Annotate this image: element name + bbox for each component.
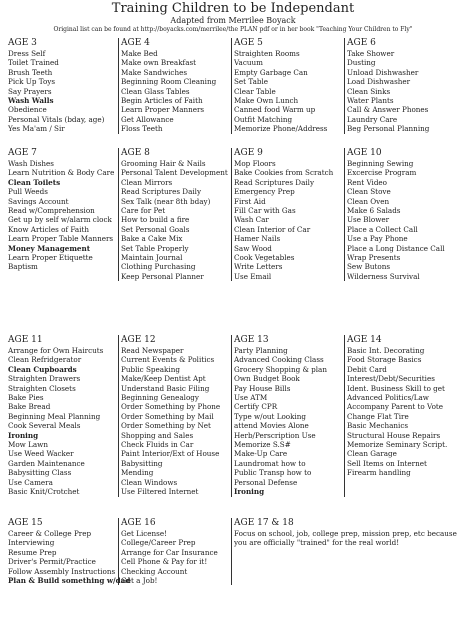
skill-item: Paint Interior/Ext of House [121, 449, 220, 459]
skill-item: Babysitting Class [8, 468, 72, 478]
skill-item: Party Planning [234, 346, 288, 355]
skill-item: Bake a Cake Mix [121, 234, 183, 244]
skill-item: Use a Pay Phone [347, 234, 408, 244]
skill-item: Baptism [8, 262, 38, 272]
age-column [6, 148, 119, 281]
skill-item: Type w/out Looking [234, 411, 307, 421]
skill-item: Arrange for Car Insurance [121, 547, 218, 557]
skill-item: Set Table [234, 77, 269, 87]
skill-item: Follow Assembly Instructions [8, 566, 116, 576]
skill-item: Read Newspaper [121, 346, 184, 355]
age-heading: AGE 11 [8, 335, 43, 345]
age-column [232, 518, 466, 585]
skill-item: Order Something by Net [121, 421, 211, 431]
skill-item: Clean Windows [121, 477, 178, 487]
skill-item: Own Budget Book [234, 374, 300, 384]
age-row [6, 518, 466, 585]
skill-item: Clean Garage [347, 449, 397, 459]
skill-item: Interviewing [8, 538, 55, 548]
skill-item: Load Dishwasher [347, 77, 411, 87]
skill-item: Use Camera [8, 477, 53, 487]
skill-item: Maintain Journal [121, 253, 183, 263]
skill-item: Make Sandwiches [121, 67, 188, 77]
skill-item: Interest/Debt/Securities [347, 374, 435, 384]
page-title: Training Children to be Independant [111, 1, 355, 16]
skill-item: Write Letters [234, 262, 283, 272]
skill-item: Clean Sinks [347, 86, 391, 96]
skill-item: Use Weed Wacker [8, 449, 74, 459]
skill-item: Shopping and Sales [121, 430, 194, 440]
age-heading: AGE 4 [121, 38, 150, 48]
skill-item: Care for Pet [121, 206, 166, 216]
skill-item: Public Speaking [121, 364, 180, 374]
skill-item: Accompany Parent to Vote [347, 402, 444, 412]
skill-item: Use Email [234, 271, 272, 281]
skill-item: Outfit Matching [234, 114, 293, 124]
skill-item: Make Bed [121, 49, 158, 58]
skill-item: Public Transp how to [234, 468, 312, 478]
skill-item: Keep Personal Planner [121, 271, 204, 281]
skill-item: Wash Walls [8, 96, 54, 106]
age-heading: AGE 8 [121, 148, 150, 158]
age-heading: AGE 7 [8, 148, 37, 158]
skill-item: Use Filtered Internet [121, 487, 199, 497]
age-heading: AGE 9 [234, 148, 263, 158]
skill-item: Certify CPR [234, 402, 278, 412]
age-heading: AGE 5 [234, 38, 263, 48]
skill-item: Learn Proper Etiquette [8, 253, 93, 263]
skill-item: Change Flat Tire [347, 411, 409, 421]
skill-item: Place a Collect Call [347, 224, 418, 234]
skill-item: Beginning Meal Planning [8, 411, 101, 421]
skill-item: Get Allowance [121, 114, 174, 124]
age-heading: AGE 12 [121, 335, 156, 345]
skill-item: Clothing Purchasing [121, 262, 196, 272]
skill-item: Wash Dishes [8, 159, 54, 168]
age-heading: AGE 15 [8, 518, 43, 528]
skill-item: Rent Video [347, 177, 388, 187]
skill-item: Clean Mirrors [121, 177, 173, 187]
age-heading: AGE 3 [8, 38, 37, 48]
skill-item: Vacuum [234, 58, 263, 68]
skill-item: Sell Items on Internet [347, 458, 427, 468]
skill-item: Use ATM [234, 393, 268, 403]
skill-item: Straighten Closets [8, 383, 76, 393]
skill-item: Know Articles of Faith [8, 224, 89, 234]
age-column [232, 38, 345, 134]
age-column [119, 148, 232, 281]
skill-item: Canned food Warm up [234, 105, 316, 115]
skill-item: Begin Articles of Faith [121, 96, 203, 106]
skill-item: Sew Butons [347, 262, 391, 272]
age-column [6, 518, 131, 586]
skill-item: Get a Job! [121, 576, 158, 586]
skill-item: Clean Glass Tables [121, 86, 190, 96]
skill-item: Excercise Program [347, 168, 417, 178]
skill-item: First Aid [234, 196, 266, 206]
skill-item: College/Career Prep [121, 538, 196, 548]
age-heading: AGE 10 [347, 148, 382, 158]
skill-item: Babysitting [121, 458, 163, 468]
age-heading: AGE 17 & 18 [234, 518, 294, 528]
skill-item: Career & College Prep [8, 529, 92, 538]
skill-item: Read Scriptures Daily [234, 177, 315, 187]
age-row [6, 148, 466, 281]
skill-item: Driver's Permit/Practice [8, 557, 96, 567]
skill-item: Bake Pies [8, 393, 44, 403]
skill-item: Wash Car [234, 215, 269, 225]
skill-item: Checking Account [121, 566, 188, 576]
skill-item: Place a Long Distance Call [347, 243, 445, 253]
skill-item: Get up by self w/alarm clock [8, 215, 112, 225]
skill-item: Make/Keep Dentist Apt [121, 374, 206, 384]
skill-item: Call & Answer Phones [347, 105, 429, 115]
age-column [6, 335, 119, 497]
page-subtitle: Adapted from Merrilee Boyack [170, 16, 296, 25]
skill-item: Beginning Sewing [347, 159, 414, 168]
skill-item: Straighten Drawers [8, 374, 81, 384]
age-heading: AGE 14 [347, 335, 382, 345]
skill-item: Set Table Properly [121, 243, 189, 253]
skill-item: Arrange for Own Haircuts [8, 346, 104, 355]
skill-item: Make Own Lunch [234, 96, 299, 106]
skill-item: Make-Up Care [234, 449, 288, 459]
skill-item: attend Movies Alone [234, 421, 309, 431]
skill-item: Laundromat how to [234, 458, 306, 468]
skill-item: Read Scriptures Daily [121, 187, 202, 197]
skill-item: Advanced Politics/Law [347, 393, 429, 403]
skill-item: Basic Knit/Crotchet [8, 487, 80, 497]
skill-item: Cell Phone & Pay for it! [121, 557, 208, 567]
skill-item: Understand Basic Filing [121, 383, 210, 393]
skill-item: Use Blower [347, 215, 390, 225]
skill-item: Personal Talent Development [121, 168, 228, 178]
skill-item: Food Storage Basics [347, 355, 422, 365]
skill-item: Learn Nutrition & Body Care [8, 168, 115, 178]
skill-item: Garden Maintenance [8, 458, 85, 468]
skill-item: Make own Breakfast [121, 58, 197, 68]
skill-item: Order Something by Mail [121, 411, 214, 421]
skill-item: Grooming Hair & Nails [121, 159, 206, 168]
skill-item: Current Events & Politics [121, 355, 215, 365]
skill-item: Ironing [234, 487, 265, 497]
age-column [119, 38, 232, 134]
skill-item: Beg Personal Planning [347, 124, 430, 134]
skill-item: Advanced Cooking Class [234, 355, 324, 365]
skill-item: Wilderness Survival [347, 271, 420, 281]
skill-item: Basic Int. Decorating [347, 346, 425, 355]
skill-item: Structural House Repairs [347, 430, 441, 440]
skill-item: Obedience [8, 105, 47, 115]
age-heading: AGE 6 [347, 38, 376, 48]
skill-item: Money Management [8, 243, 91, 253]
skill-item: Make 6 Salads [347, 206, 401, 216]
age-row [6, 335, 466, 497]
skill-item: Savings Account [8, 196, 69, 206]
page-header [0, 0, 466, 34]
age-row [6, 38, 466, 134]
skill-item: Clean Interior of Car [234, 224, 311, 234]
skill-item: Pick Up Toys [8, 77, 56, 87]
skill-item: Clean Toilets [8, 177, 61, 187]
skill-item: Personal Defense [234, 477, 298, 487]
skill-item: Wrap Presents [347, 253, 401, 263]
skill-item: Dress Self [8, 49, 46, 58]
skill-item: Bake Cookies from Scratch [234, 168, 334, 178]
age-heading: AGE 13 [234, 335, 269, 345]
skill-item: Check Fluids in Car [121, 440, 194, 450]
skill-item: Read w/Comprehension [8, 206, 95, 216]
skill-item: Learn Proper Manners [121, 105, 205, 115]
skill-item: Clean Stove [347, 187, 391, 197]
skill-item: Sex Talk (near 8th bday) [121, 196, 211, 206]
skill-item: Resume Prep [8, 547, 57, 557]
skill-item: Saw Wood [234, 243, 272, 253]
skill-item: Firearm handling [347, 468, 411, 478]
age-column [6, 38, 119, 134]
skill-item: Pay House Bills [234, 383, 291, 393]
skill-item: Plan & Build something w/dad [8, 576, 131, 586]
age-column [232, 335, 345, 497]
skill-item: Ident. Business Skill to get [347, 383, 445, 393]
skill-item: Take Shower [347, 49, 395, 58]
skill-item: Grocery Shopping & plan [234, 364, 327, 374]
age-column [345, 335, 466, 497]
skill-item: Personal Vitals (bday, age) [8, 114, 105, 124]
skill-item: Ironing [8, 430, 39, 440]
skill-item: Beginning Room Cleaning [121, 77, 217, 87]
skill-item: Clean Cupboards [8, 364, 77, 374]
skill-item: Empty Garbage Can [234, 67, 308, 77]
skill-item: Brush Teeth [8, 67, 53, 77]
skill-item: Unload Dishwasher [347, 67, 419, 77]
age-column [345, 148, 466, 281]
skill-item: Pull Weeds [8, 187, 48, 197]
skill-item: Floss Teeth [121, 124, 163, 134]
skill-item: Clean Oven [347, 196, 390, 206]
skill-item: Get License! [121, 529, 167, 538]
skill-item: Water Plants [347, 96, 394, 106]
skill-item: Debit Card [347, 364, 387, 374]
skill-item: Memorize Phone/Address [234, 124, 328, 134]
skill-item: Hamer Nails [234, 234, 281, 244]
skill-item: Mending [121, 468, 154, 478]
skill-item: Mop Floors [234, 159, 276, 168]
skill-item: Memorize Seminary Script. [347, 440, 448, 450]
skill-item: Laundry Care [347, 114, 398, 124]
skill-item: Set Personal Goals [121, 224, 190, 234]
age-heading: AGE 16 [121, 518, 156, 528]
skill-item: Yes Ma'am / Sir [8, 124, 65, 134]
skill-item: How to build a fire [121, 215, 190, 225]
skill-item: Cook Vegetables [234, 253, 295, 263]
skill-item: Clean Refridgerator [8, 355, 82, 365]
skill-item: Herb/Perscription Use [234, 430, 316, 440]
skill-item: Cook Several Meals [8, 421, 81, 431]
age-column [345, 38, 466, 134]
skill-item: Clear Table [234, 86, 276, 96]
skill-item: Straighten Rooms [234, 49, 300, 58]
skill-item: Memorize S.S# [234, 440, 291, 450]
skill-item: Basic Mechanics [347, 421, 409, 431]
skill-item: Order Something by Phone [121, 402, 221, 412]
skill-item: Focus on school, job, college prep, mission prep, etc because you are officially "trained" for the real world! [234, 529, 457, 548]
skill-item: Emergency Prep [234, 187, 295, 197]
age-column [119, 335, 232, 497]
skill-item: Say Prayers [8, 86, 52, 96]
skill-item: Fill Car with Gas [234, 206, 296, 216]
age-column [232, 148, 345, 281]
skill-item: Beginning Genealogy [121, 393, 199, 403]
skill-item: Mow Lawn [8, 440, 48, 450]
skill-item: Learn Proper Table Manners [8, 234, 114, 244]
age-column [119, 518, 232, 585]
skill-item: Dusting [347, 58, 376, 68]
skill-item: Bake Bread [8, 402, 51, 412]
skill-item: Toilet Trained [8, 58, 59, 68]
source-note: Original list can be found at http://boyacks.com/merrilee/the PLAN pdf or in her book "Teaching Your Children to Fly" [53, 26, 413, 33]
